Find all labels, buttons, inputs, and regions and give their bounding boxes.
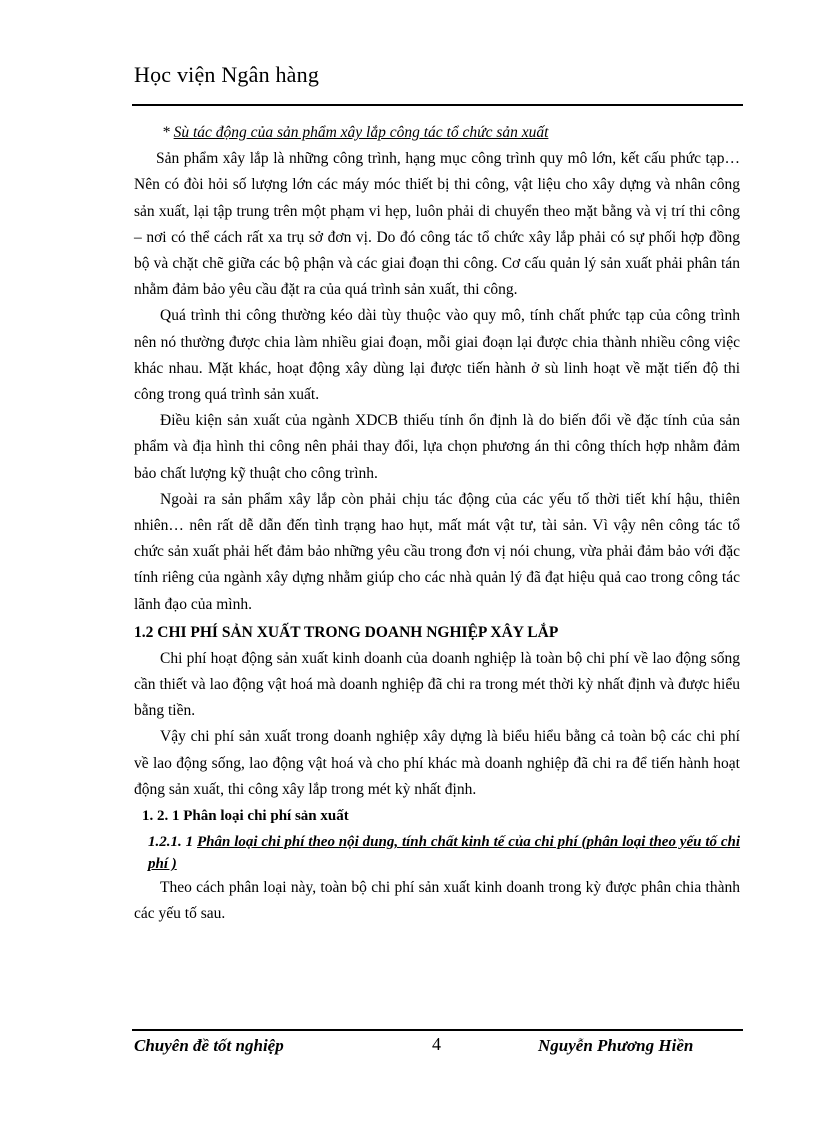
body-paragraph-1: Sản phẩm xây lắp là những công trình, hạng mục công trình quy mô lớn, kết cấu phức tạp… Nên có đòi hỏi số lượng lớn các máy móc thiết bị thi công, vật liệu cho xây dựng và nhân công sản xuất, lại tập trung trên một phạm vi hẹp, luôn phải di chuyển theo mặt bằng và vị trí thi công – nơi có thể cách rất xa trụ sở đơn vị. Do đó công tác tổ chức xây lắp phải có sự phối hợp đồng bộ và chặt chẽ giữa các bộ phận và các giai đoạn thi công. Cơ cấu quản lý sản xuất phải phân tán nhằm đảm bảo yêu cầu đặt ra của quá trình sản xuất, thi công. <box>134 150 740 299</box>
footer-author: Nguyễn Phương Hiền <box>538 1036 694 1055</box>
section-heading: 1.2 CHI PHÍ SẢN XUẤT TRONG DOANH NGHIỆP XÂY LẮP <box>134 623 559 641</box>
section-paragraph-1: Chi phí hoạt động sản xuất kinh doanh của doanh nghiệp là toàn bộ chi phí về lao động sống cần thiết và lao động vật hoá mà doanh nghiệp đã chi ra trong mét thời kỳ nhất định và được hiểu bằng tiền. <box>134 649 740 720</box>
subsection-heading: 1. 2. 1 Phân loại chi phí sản xuất <box>142 808 349 825</box>
last-paragraph: Theo cách phân loại này, toàn bộ chi phí sản xuất kinh doanh trong kỳ được phân chia thành các yếu tố sau. <box>134 879 740 923</box>
header-divider <box>132 104 743 106</box>
main-content <box>134 120 740 927</box>
body-paragraph-4: Ngoài ra sản phẩm xây lắp còn phải chịu tác động của các yếu tố thời tiết khí hậu, thiên nhiên… nên rất dễ dẫn đến tình trạng hao hụt, mất mát vật tư, tài sản. Vì vậy nên công tác tổ chức sản xuất phải hết đảm bảo những yêu cầu trong đơn vị nói chung, vừa phải đảm bảo với đặc tính riêng của ngành xây dựng nhằm giúp cho các nhà quản lý đã đạt hiệu quả cao trong công tác lãnh đạo của mình. <box>134 490 740 613</box>
body-paragraph-3: Điều kiện sản xuất của ngành XDCB thiếu tính ổn định là do biến đổi về đặc tính của sản phẩm và địa hình thi công nên phải thay đổi, lựa chọn phương án thi công thích hợp nhằm đảm bảo chất lượng kỹ thuật cho công trình. <box>134 412 740 482</box>
subsubsection-number: 1.2.1. 1 <box>148 834 197 851</box>
intro-heading <box>134 120 740 146</box>
intro-marker: * <box>162 124 174 141</box>
subsubsection-title: Phân loại chi phí theo nội dung, tính chất kinh tế của chi phí (phân loại theo yếu tố chi phí ) <box>148 834 741 873</box>
header-title: Học viện Ngân hàng <box>134 62 320 87</box>
footer-divider <box>132 1029 743 1031</box>
intro-heading-text: Sù tác động của sản phẩm xây lắp công tác tổ chức sản xuất <box>173 124 549 141</box>
body-paragraph-2: Quá trình thi công thường kéo dài tùy thuộc vào quy mô, tính chất phức tạp của công trình nên nó thường được chia làm nhiều giai đoạn, mỗi giai đoạn lại được chia thành nhiều công việc khác nhau. Mặt khác, hoạt động xây dùng lại được tiến hành ở sù linh hoạt về mặt tiến độ thi công trong quá trình sản xuất. <box>134 307 740 404</box>
section-paragraph-2: Vậy chi phí sản xuất trong doanh nghiệp xây dựng là biểu hiểu bằng cả toàn bộ các chi phí về lao động sống, lao động vật hoá và cho phí khác mà doanh nghiệp đã chi ra để tiến hành hoạt động sản xuất, thi công xây lắp trong mét kỳ nhất định. <box>134 728 740 798</box>
footer-thesis-label: Chuyên đề tốt nghiệp <box>134 1036 284 1055</box>
subsubsection-heading <box>134 831 740 875</box>
page-number: 4 <box>432 1034 441 1054</box>
